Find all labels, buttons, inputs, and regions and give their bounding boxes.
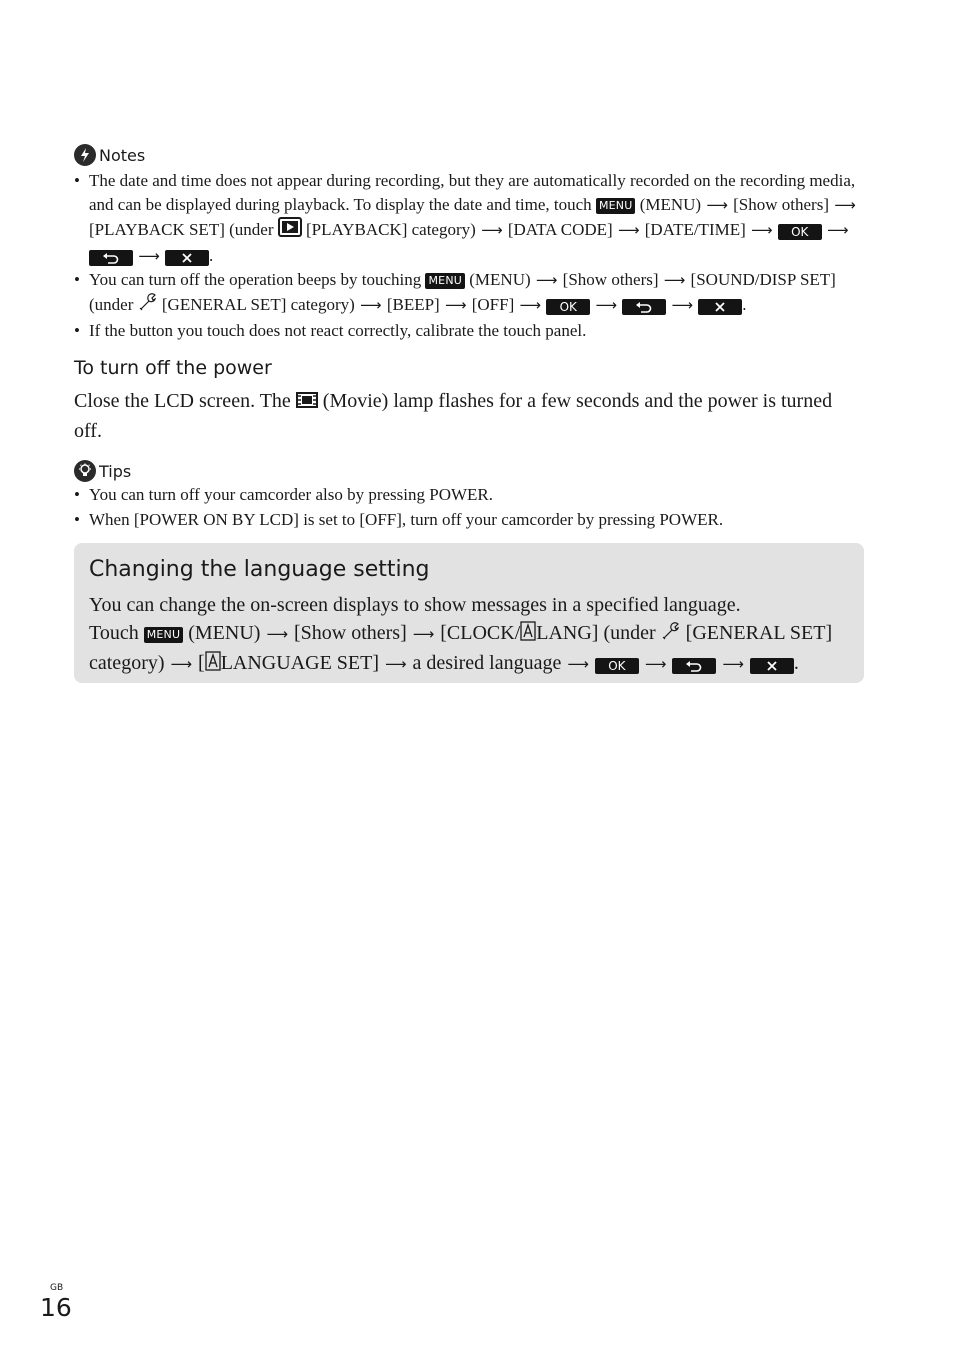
tip-item-2: • When [POWER ON BY LCD] is set to [OFF], turn off your camcorder by pressing POWER.	[74, 510, 724, 529]
return-icon	[89, 250, 133, 266]
tips-list	[74, 483, 864, 532]
ok-badge-icon: OK	[595, 658, 639, 674]
note-item-3: • If the button you touch does not react correctly, calibrate the touch panel.	[74, 321, 587, 340]
wrench-icon	[138, 292, 158, 319]
close-icon	[165, 250, 209, 266]
power-section-title: To turn off the power	[74, 357, 272, 379]
arrow-icon: ⟶	[519, 296, 541, 314]
arrow-icon: ⟶	[644, 655, 667, 673]
note-item-1: • The date and time does not appear during recording, but they are automatically recorded on the recording media, and can be displayed during playback. To display the date and time, touch MENU (MENU) ⟶ [Show others] ⟶ [PLAYBACK SET] (under [PLAYBACK] category) ⟶ [DATA CODE] ⟶ [DATE/TIME] ⟶ OK ⟶ ⟶ .	[74, 171, 856, 265]
note-item-2: • You can turn off the operation beeps by touching MENU (MENU) ⟶ [Show others] ⟶ [SOUND/DISP SET] (under [GENERAL SET] category) ⟶ [BEEP] ⟶ [OFF] ⟶ OK ⟶ ⟶ .	[74, 268, 864, 319]
language-setting-title: Changing the language setting	[89, 557, 430, 582]
caution-icon	[74, 144, 96, 166]
language-setting-text: You can change the on-screen displays to show messages in a specified language. Touch MENU (MENU) ⟶ [Show others] ⟶ [CLOCK/ LANG] (under [GENERAL SET] category) ⟶ [ LANGUAGE SET] ⟶ a desired language ⟶ OK ⟶ ⟶ .	[89, 591, 854, 679]
arrow-icon: ⟶	[671, 296, 694, 314]
tips-heading-label: Tips	[99, 461, 132, 481]
arrow-icon: ⟶	[385, 655, 407, 673]
arrow-icon: ⟶	[722, 655, 744, 673]
arrow-icon: ⟶	[751, 221, 773, 239]
playback-icon	[278, 217, 302, 244]
arrow-icon: ⟶	[827, 221, 849, 239]
wrench-icon	[661, 621, 681, 649]
menu-badge-icon: MENU	[144, 627, 184, 643]
language-icon	[205, 651, 221, 679]
language-icon	[520, 621, 536, 649]
close-icon	[750, 658, 794, 674]
tips-bulb-icon	[74, 460, 96, 482]
arrow-icon: ⟶	[617, 221, 640, 239]
arrow-icon: ⟶	[706, 196, 728, 214]
menu-badge-icon: MENU	[596, 198, 636, 214]
arrow-icon: ⟶	[535, 271, 558, 289]
notes-list	[74, 169, 864, 343]
movie-icon	[296, 389, 318, 417]
arrow-icon: ⟶	[138, 247, 160, 265]
arrow-icon: ⟶	[567, 655, 589, 673]
tips-heading	[74, 460, 131, 482]
notes-heading-label: Notes	[99, 145, 146, 165]
arrow-icon: ⟶	[481, 221, 503, 239]
arrow-icon: ⟶	[834, 196, 856, 214]
ok-badge-icon: OK	[546, 299, 590, 315]
ok-badge-icon: OK	[778, 224, 822, 240]
return-icon	[622, 299, 666, 315]
notes-heading	[74, 144, 145, 166]
arrow-icon: ⟶	[170, 655, 193, 673]
arrow-icon: ⟶	[444, 296, 467, 314]
menu-badge-icon: MENU	[425, 273, 465, 289]
close-icon	[698, 299, 742, 315]
return-icon	[672, 658, 716, 674]
arrow-icon: ⟶	[412, 625, 435, 643]
page-region-code: GB	[50, 1283, 64, 1293]
tip-item-1: • You can turn off your camcorder also by pressing POWER.	[74, 485, 493, 504]
power-paragraph: Close the LCD screen. The (Movie) lamp flashes for a few seconds and the power is turned off.	[74, 390, 833, 442]
page-number: 16	[40, 1293, 72, 1322]
arrow-icon: ⟶	[360, 296, 382, 314]
arrow-icon: ⟶	[266, 625, 288, 643]
arrow-icon: ⟶	[663, 271, 686, 289]
arrow-icon: ⟶	[595, 296, 618, 314]
language-setting-box	[74, 543, 864, 683]
